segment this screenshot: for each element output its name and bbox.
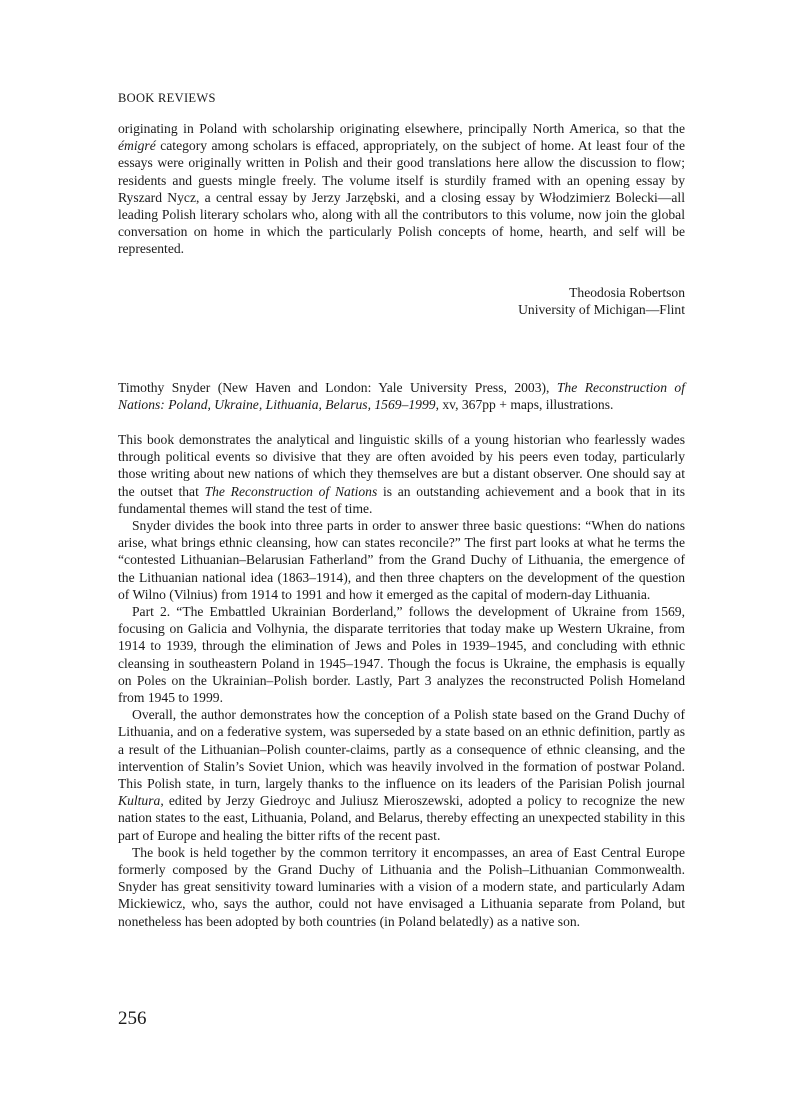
review-paragraph-3: Part 2. “The Embattled Ukrainian Borderland,” follows the development of Ukraine from 1569, focusing on Galicia and Volhynia, the disparate territories that today make up Western Ukraine, from 1914 to 1939, through the elimination of Jews and Poles in 1939–1945, and concluding with ethnic cleansing in southeastern Poland in 1945–1947. Though the focus is Ukraine, the emphasis is equally on Poles on the Ukrainian–Polish border. Lastly, Part 3 analyzes the reconstructed Polish Homeland from 1945 to 1999. xyxy=(118,604,685,706)
italic-term: émigré xyxy=(118,138,156,154)
citation-details: , xv, 367pp + maps, illustrations. xyxy=(435,397,614,413)
review-paragraph-5: The book is held together by the common territory it encompasses, an area of East Central Europe formerly composed by the Grand Duchy of Lithuania and the Polish–Lithuanian Commonwealth. Snyder has great sensitivity toward luminaries with a vision of a modern state, and particularly Adam Mickiewicz, who, says the author, could not have envisaged a Lithuania separate from Poland, but nonetheless has been adopted by both countries (in Poland belatedly) as a native son. xyxy=(118,844,685,929)
citation-text xyxy=(118,379,685,413)
book-citation xyxy=(118,379,685,413)
previous-review-text xyxy=(118,120,685,258)
text-run: , edited by Jerzy Giedroyc and Juliusz Mieroszewski, adopted a policy to recognize the new nation states to the east, Lithuania, Poland, and Belarus, thereby effecting an unexpected stability in this part of Europe and healing the bitter rifts of the recent past. xyxy=(118,793,685,843)
reviewer-name: Theodosia Robertson xyxy=(569,285,685,300)
previous-review-paragraph xyxy=(118,120,685,258)
text-run: is an outstanding achievement and a book that in its fundamental themes will stand the test of time. xyxy=(118,483,685,516)
review-paragraph-4 xyxy=(118,706,685,844)
review-paragraph-1 xyxy=(118,431,685,517)
review-body xyxy=(118,431,685,930)
reviewer-signature xyxy=(518,284,685,318)
running-head: BOOK REVIEWS xyxy=(118,91,216,105)
page-number: 256 xyxy=(118,1008,147,1029)
italic-journal: Kultura xyxy=(118,793,161,809)
citation-author-publisher: Timothy Snyder (New Haven and London: Yale University Press, 2003), xyxy=(118,380,557,395)
text-run: originating in Poland with scholarship originating elsewhere, principally North America, so that the xyxy=(118,121,685,136)
review-paragraph-2: Snyder divides the book into three parts in order to answer three basic questions: “When do nations arise, what brings ethnic cleansing, how can states reconcile?” The first part looks at what he terms the “contested Lithuanian–Belarusian Fatherland” from the Grand Duchy of Lithuania, the emergence of the Lithuanian national idea (1863–1914), and then three chapters on the development of the question of Wilno (Vilnius) from 1914 to 1991 and how it emerged as the capital of modern-day Lithuania. xyxy=(118,518,685,602)
reviewer-affiliation: University of Michigan—Flint xyxy=(518,302,685,318)
text-run: category among scholars is effaced, appropriately, on the subject of home. At least four of the essays were originally written in Polish and their good translations here allow the discussion to flow; residents and guests mingle freely. The volume itself is sturdily framed with an opening essay by Ryszard Nycz, a central essay by Jerzy Jarzębski, and a closing essay by Włodzimierz Bolecki—all leading Polish literary scholars who, along with all the contributors to this volume, now join the global conversation on home in which the particularly Polish concepts of home, hearth, and self will be represented. xyxy=(118,138,685,257)
citation-title: The Reconstruction of Nations: Poland, Ukraine, Lithuania, Belarus, 1569–1999 xyxy=(118,380,685,413)
text-run: This book demonstrates the analytical and linguistic skills of a young historian who fearlessly wades through political events so divisive that they are often avoided by his peers even today, particularly those writing about new nations of which they themselves are but a distant observer. One should say at the outset that xyxy=(118,432,685,499)
text-run: Overall, the author demonstrates how the conception of a Polish state based on the Grand Duchy of Lithuania, and on a federative system, was superseded by a state based on an ethnic definition, partly as a result of the Lithuanian–Polish counter-claims, partly as a consequence of ethnic cleansing, and the intervention of Stalin’s Soviet Union, which was heavily involved in the formation of postwar Poland. This Polish state, in turn, largely thanks to the influence on its leaders of the Parisian Polish journal xyxy=(118,707,685,792)
italic-title: The Reconstruction of Nations xyxy=(204,483,378,499)
